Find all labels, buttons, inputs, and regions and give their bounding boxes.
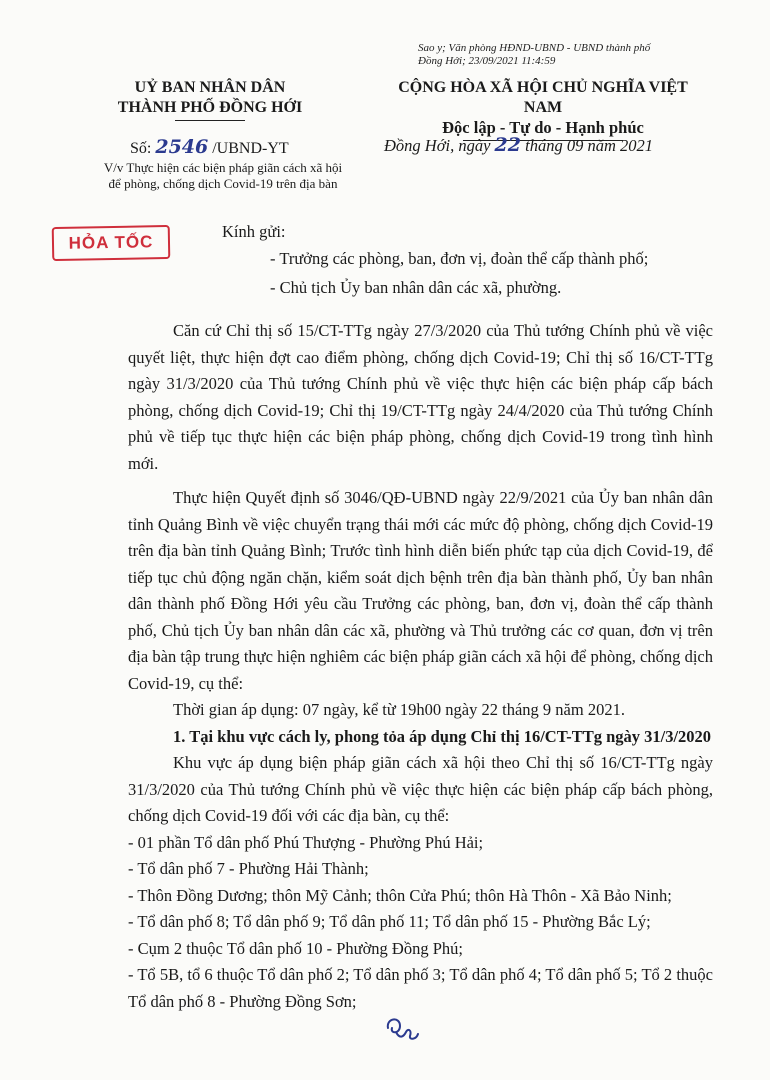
recipient-list [270,244,648,302]
salutation: Kính gửi: [222,222,286,241]
area-list-item: - Tổ dân phố 7 - Phường Hải Thành; [128,859,369,878]
nation-motto: Độc lập - Tự do - Hạnh phúc [442,118,644,137]
paragraph-legal-basis: Căn cứ Chỉ thị số 15/CT-TTg ngày 27/3/2020 của Thủ tướng Chính phủ về việc quyết liệt, thực hiện đợt cao điểm phòng, chống dịch Covid-19; Chỉ thị số 16/CT-TTg ngày 31/3/2020 của Thủ tướng Chính phủ về việc thực hiện các biện pháp cấp bách phòng, chống dịch Covid-19; Chỉ thị 19/CT-TTg ngày 24/4/2020 của Thủ tướng Chính phủ về tiếp tục thực hiện các biện pháp phòng, chống dịch Covid-19 trong tình hình mới. [128,321,713,473]
handwritten-initials-icon [382,1014,422,1046]
date-suffix: tháng 09 năm 2021 [525,136,653,155]
issuer-header [100,78,320,121]
subject-line1: V/v Thực hiện các biện pháp giãn cách xã hội [103,160,343,175]
date-prefix: Đồng Hới, ngày [384,136,491,155]
area-list-item: - 01 phần Tổ dân phố Phú Thượng - Phường Phú Hải; [128,832,484,852]
paragraph-implementation: Thực hiện Quyết định số 3046/QĐ-UBND ngày 22/9/2021 của Ủy ban nhân dân tỉnh Quảng Bình về việc chuyển trạng thái mới các mức độ phòng, chống dịch Covid-19 trên địa bàn tỉnh Quảng Bình; Trước tình hình diễn biến phức tạp của dịch Covid-19, để tiếp tục chủ động ngăn chặn, kiểm soát dịch bệnh trên địa bàn thành phố, Ủy ban nhân dân thành phố Đồng Hới yêu cầu Trưởng các phòng, ban, đơn vị, đoàn thể cấp thành phố, Chủ tịch Ủy ban nhân dân các xã, phường và Thủ trưởng các cơ quan, đơn vị trên địa bàn tập trung thực hiện nghiêm các biện pháp giãn cách xã hội để phòng, chống dịch Covid-19, cụ thể: [128,488,713,693]
copy-note-line2: Đồng Hới; 23/09/2021 11:4:59 [418,55,556,67]
issuer-underline [175,120,245,121]
document-subject [88,160,358,192]
urgent-stamp: HỎA TỐC [52,225,171,261]
copy-certification-note [418,42,738,68]
issuer-line1: UỶ BAN NHÂN DÂN [134,79,286,96]
area-list-item: - Cụm 2 thuộc Tổ dân phố 10 - Phường Đồng Phú; [128,938,463,958]
national-header [378,78,708,141]
area-list-item: - Tổ dân phố 8; Tổ dân phố 9; Tổ dân phố 11; Tổ dân phố 15 - Phường Bắc Lý; [128,912,651,931]
paragraph-time-applied: Thời gian áp dụng: 07 ngày, kể từ 19h00 ngày 22 tháng 9 năm 2021. [173,700,625,719]
area-list-item: - Tổ 5B, tổ 6 thuộc Tổ dân phố 2; Tổ dân phố 3; Tổ dân phố 4; Tổ dân phố 5; Tổ 2 thuộc Tổ dân phố 8 - Phường Đồng Sơn; [128,965,713,1011]
copy-note-line1: Sao y; Văn phòng HĐND-UBND - UBND thành phố [418,42,651,54]
subject-line2: để phòng, chống dịch Covid-19 trên địa bàn [108,176,338,191]
recipient-item: - Trưởng các phòng, ban, đơn vị, đoàn thể cấp thành phố; [270,249,649,268]
docnum-prefix: Số: [130,140,152,157]
area-list-item: - Thôn Đồng Dương; thôn Mỹ Cảnh; thôn Cửa Phú; thôn Hà Thôn - Xã Bảo Ninh; [128,885,672,905]
document-date [384,134,653,156]
section-heading-1: 1. Tại khu vực cách ly, phong tỏa áp dụng Chỉ thị 16/CT-TTg ngày 31/3/2020 [173,726,712,746]
nation-name: CỘNG HÒA XÃ HỘI CHỦ NGHĨA VIỆT NAM [398,79,688,116]
docnum-suffix: /UBND-YT [212,140,289,157]
issuer-line2: THÀNH PHỐ ĐỒNG HỚI [117,99,303,116]
date-handwritten-day: 22 [494,134,521,156]
document-body [128,318,713,1015]
recipient-item: - Chủ tịch Ủy ban nhân dân các xã, phường. [270,278,562,297]
document-number [130,136,289,158]
docnum-handwritten: 2546 [155,136,209,158]
paragraph-area-scope: Khu vực áp dụng biện pháp giãn cách xã hội theo Chỉ thị số 16/CT-TTg ngày 31/3/2020 của Thủ tướng Chính phủ về việc thực hiện các biện pháp cấp bách phòng, chống dịch Covid-19 đối với các địa bàn, cụ thể: [128,753,713,825]
